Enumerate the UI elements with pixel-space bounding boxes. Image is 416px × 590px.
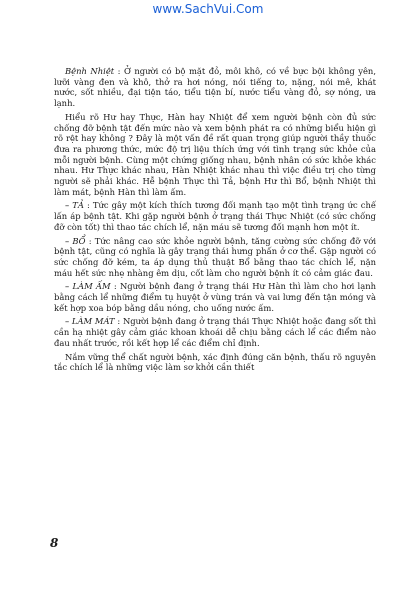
paragraph-text: Hiểu rõ Hư hay Thực, Hàn hay Nhiệt để xem người bệnh còn đủ sức chống đỡ bệnh tật đến mức nào và xem bệnh phát ra có những biểu hiện gì rõ rệt hay không ? Đây là một vấn đề rất quan trọng giúp người thầy thuốc đưa ra phương thức, mức độ trị liệu thích ứng với tình trạng sức khỏe của mỗi người bệnh. Cùng một chứng giống nhau, bệnh nhân có sức khỏe khác nhau. Hư Thực khác nhau, Hàn Nhiệt khác nhau thì việc điều trị cho từng người sẽ phải khác. Hễ bệnh Thực thì Tả, bệnh Hư thì Bổ, bệnh Nhiệt thì làm mát, bệnh Hàn thì làm ấm.: [54, 111, 376, 197]
paragraph-text: : Người bệnh đang ở trạng thái Hư Hàn thì làm cho hơi lạnh bằng cách lể những điểm tụ huyệt ở vùng trán và vai lưng đến tận móng và kết hợp xoa bóp bằng dầu nóng, cho uống nước ấm.: [54, 281, 376, 313]
paragraph-lam-am: [54, 281, 376, 313]
term-lam-am: – LÀM ẤM: [65, 281, 111, 292]
paragraph-text: : Ở người có bộ mặt đỏ, môi khô, có về bực bội không yên, lưỡi vàng đen và khô, thở ra hơi nóng, nói tiếng to, nặng, nói mê, khát nước, sốt nhiều, đại tiện táo, tiểu tiện bí, nước tiểu vàng đỏ, sợ nóng, ưa lạnh.: [54, 66, 376, 109]
term-benh-nhiet: Bệnh Nhiệt: [65, 66, 115, 76]
page-number: 8: [50, 536, 59, 550]
paragraph-lam-mat: [54, 316, 376, 348]
paragraph-benh-nhiet: [54, 66, 376, 109]
paragraph-text: Nắm vững thể chất người bệnh, xác định đúng căn bệnh, thấu rõ nguyên tắc chích lể là những việc làm sơ khởi cần thiết: [54, 351, 376, 373]
paragraph-hieu-ro: [54, 112, 376, 198]
term-lam-mat: – LÀM MÁT: [65, 316, 115, 327]
paragraph-text: : Người bệnh đang ở trạng thái Thực Nhiệt hoặc đang sốt thì cần hạ nhiệt gây cảm giác khoan khoái dễ chịu bằng cách lể các điểm nào đau nhất trước, rồi kết hợp lể các điểm chỉ định.: [54, 316, 376, 348]
paragraph-ta: [54, 200, 376, 232]
paragraph-text: : Tức nâng cao sức khỏe người bệnh, tăng cường sức chống đỡ với bệnh tật, cũng có nghĩa là gây trạng thái hưng phấn ở cơ thể. Gặp người có sức chống đỡ kém, ta áp dụng thủ thuật Bổ bằng thao tác chích lể, nặn máu hết sức nhẹ nhàng êm dịu, cốt làm cho người bệnh ít có cảm giác đau.: [54, 235, 376, 278]
term-bo: – BỔ: [65, 235, 86, 246]
paragraph-bo: [54, 236, 376, 279]
site-url-header: www.SachVui.Com: [152, 2, 264, 16]
paragraph-nam-vung: [54, 352, 376, 373]
term-ta: – TẢ: [65, 200, 84, 211]
paragraph-text: : Tức gây một kích thích tương đối mạnh tạo một tình trạng ức chế lấn áp bệnh tật. Khi gặp người bệnh ở trạng thái Thực Nhiệt (có sức chống đỡ còn tốt) thì thao tác chích lể, nặn máu sẽ tương đối mạnh hơn một ít.: [54, 200, 376, 232]
document-page: [54, 66, 376, 376]
